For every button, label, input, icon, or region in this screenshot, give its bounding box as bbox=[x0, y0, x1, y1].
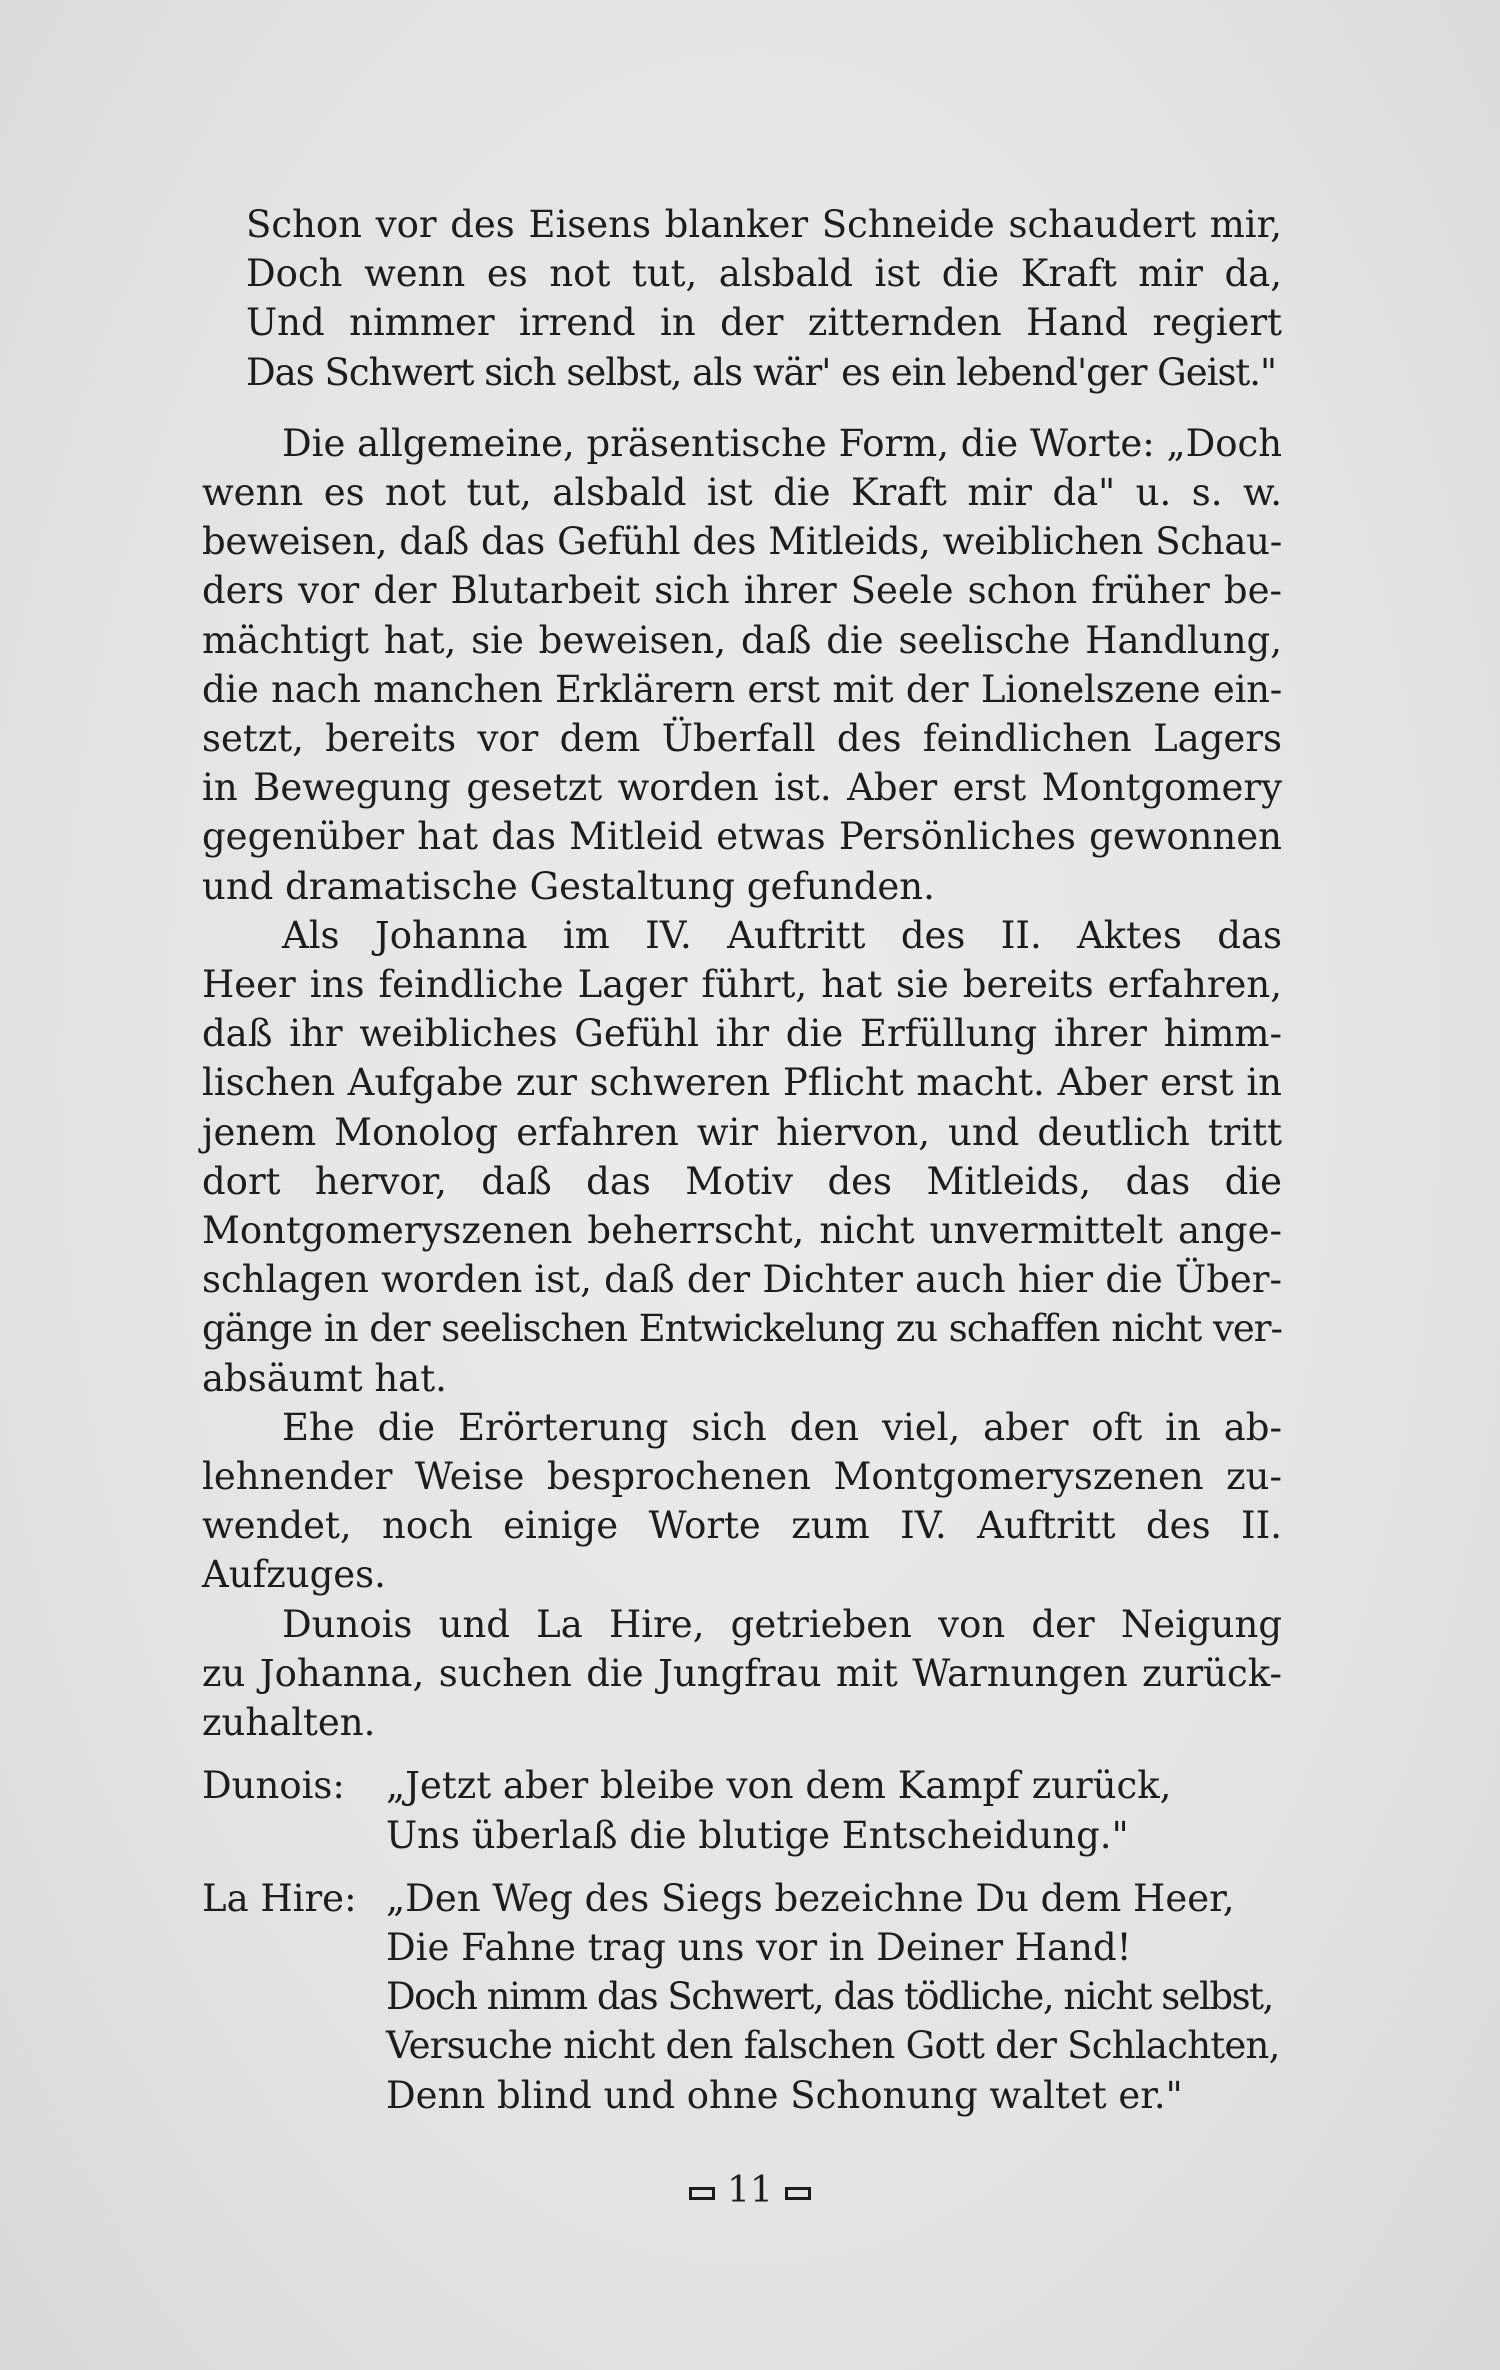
dialogue-line: Uns überlaß die blutige Entscheidung." bbox=[386, 1813, 1129, 1857]
text-line: Heer ins feindliche Lager führt, hat sie bereits erfahren, bbox=[202, 963, 1282, 1007]
page-number bbox=[0, 2170, 1500, 2211]
text-line: in Bewegung gesetzt worden ist. Aber erst Montgomery bbox=[202, 766, 1282, 810]
text-line: wendet, noch einige Worte zum IV. Auftritt des II. bbox=[202, 1504, 1282, 1548]
text-line: zuhalten. bbox=[202, 1701, 376, 1745]
text-line: lischen Aufgabe zur schweren Pflicht macht. Aber erst in bbox=[202, 1061, 1282, 1105]
text-line: ders vor der Blutarbeit sich ihrer Seele schon früher be- bbox=[202, 569, 1282, 613]
dialogue-line: Die Fahne trag uns vor in Deiner Hand! bbox=[386, 1925, 1132, 1969]
dialogue-dunois bbox=[202, 1761, 1282, 1859]
text-line: gänge in der seelischen Entwickelung zu schaffen nicht ver- bbox=[202, 1307, 1282, 1351]
text-line: beweisen, daß das Gefühl des Mitleids, weiblichen Schau- bbox=[202, 520, 1282, 564]
verse-quote bbox=[246, 200, 1282, 397]
text-line: die nach manchen Erklärern erst mit der Lionelszene ein- bbox=[202, 667, 1282, 711]
text-line: jenem Monolog erfahren wir hiervon, und deutlich tritt bbox=[202, 1110, 1282, 1154]
text-line: zu Johanna, suchen die Jungfrau mit Warnungen zurück- bbox=[202, 1651, 1282, 1695]
verse-line: Und nimmer irrend in der zitternden Hand regiert bbox=[246, 301, 1282, 345]
paragraph bbox=[202, 419, 1282, 911]
text-line: dort hervor, daß das Motiv des Mitleids, das die bbox=[202, 1159, 1282, 1203]
text-line: Ehe die Erörterung sich den viel, aber oft in ab- bbox=[282, 1405, 1282, 1449]
ornament-box-icon bbox=[785, 2187, 811, 2200]
dialogue-line: „Jetzt aber bleibe von dem Kampf zurück, bbox=[386, 1764, 1172, 1808]
text-line: mächtigt hat, sie beweisen, daß die seelische Handlung, bbox=[202, 618, 1282, 662]
text-line: Montgomeryszenen beherrscht, nicht unvermittelt ange- bbox=[202, 1209, 1282, 1253]
page-body bbox=[202, 200, 1282, 2120]
text-line: und dramatische Gestaltung gefunden. bbox=[202, 864, 935, 908]
text-line: Die allgemeine, präsentische Form, die Worte: „Doch bbox=[282, 421, 1283, 465]
text-line: gegenüber hat das Mitleid etwas Persönliches gewonnen bbox=[202, 815, 1282, 859]
ornament-box-icon bbox=[689, 2187, 715, 2200]
page-number-value: 11 bbox=[727, 2170, 773, 2211]
dialogue-line: „Den Weg des Siegs bezeichne Du dem Heer, bbox=[386, 1876, 1235, 1920]
paragraph bbox=[202, 1403, 1282, 1600]
dialogue-line: Denn blind und ohne Schonung waltet er." bbox=[386, 2073, 1183, 2117]
paragraph bbox=[202, 1600, 1282, 1748]
speaker-name: Dunois: bbox=[202, 1764, 345, 1808]
text-line: daß ihr weibliches Gefühl ihr die Erfüllung ihrer himm- bbox=[202, 1012, 1282, 1056]
text-line: Aufzuges. bbox=[202, 1553, 386, 1597]
text-line: wenn es not tut, alsbald ist die Kraft mir da" u. s. w. bbox=[202, 471, 1282, 515]
verse-line: Das Schwert sich selbst, als wär' es ein lebend'ger Geist." bbox=[246, 350, 1277, 394]
dialogue-line: Versuche nicht den falschen Gott der Schlachten, bbox=[386, 2024, 1280, 2068]
text-line: Als Johanna im IV. Auftritt des II. Aktes das bbox=[282, 913, 1282, 957]
text-line: absäumt hat. bbox=[202, 1356, 447, 1400]
text-line: lehnender Weise besprochenen Montgomeryszenen zu- bbox=[202, 1455, 1282, 1499]
text-line: schlagen worden ist, daß der Dichter auch hier die Über- bbox=[202, 1258, 1282, 1302]
dialogue-la-hire bbox=[202, 1874, 1282, 2120]
text-line: setzt, bereits vor dem Überfall des feindlichen Lagers bbox=[202, 717, 1282, 761]
paragraph bbox=[202, 911, 1282, 1403]
speaker-name: La Hire: bbox=[202, 1876, 357, 1920]
verse-line: Schon vor des Eisens blanker Schneide schaudert mir, bbox=[246, 203, 1282, 246]
dialogue-line: Doch nimm das Schwert, das tödliche, nicht selbst, bbox=[386, 1975, 1273, 2019]
text-line: Dunois und La Hire, getrieben von der Neigung bbox=[282, 1602, 1282, 1646]
verse-line: Doch wenn es not tut, alsbald ist die Kraft mir da, bbox=[246, 252, 1282, 296]
